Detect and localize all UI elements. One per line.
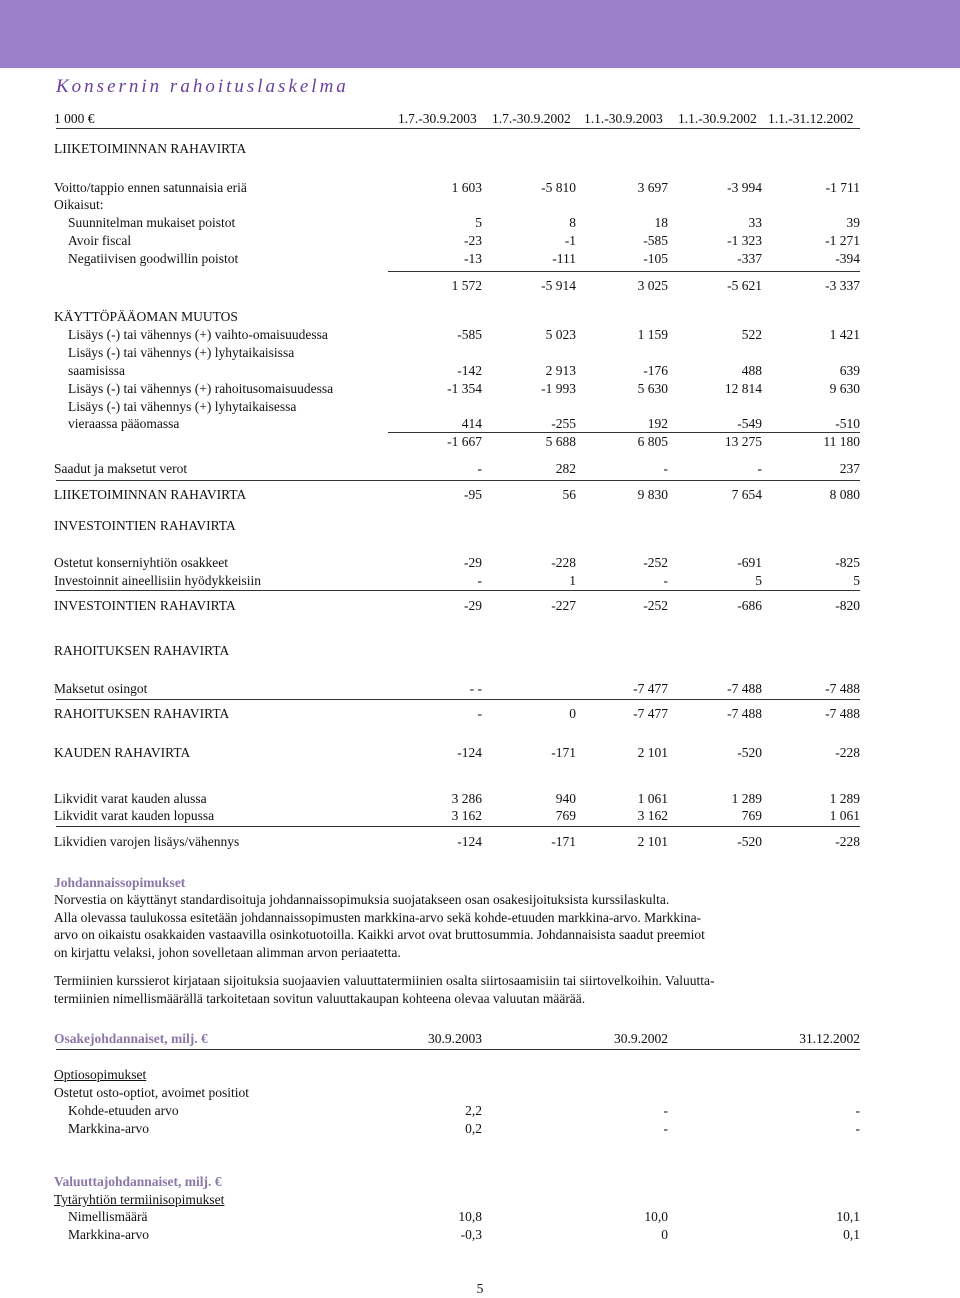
- cashflow-row-value: 5 630: [637, 381, 668, 396]
- equity-row-value: -: [855, 1103, 860, 1118]
- equity-date-header: 30.9.2003: [428, 1031, 482, 1046]
- period-header: 1.7.-30.9.2003: [398, 111, 477, 126]
- total-row-value: -171: [551, 834, 576, 849]
- cashflow-row-label: Avoir fiscal: [68, 233, 132, 248]
- section-rule: [56, 826, 860, 827]
- cashflow-row-label: Saadut ja maksetut verot: [54, 461, 188, 476]
- cashflow-row-label: saamisissa: [68, 363, 125, 378]
- currency-row-value: 10,8: [458, 1209, 482, 1224]
- cashflow-row-label: Likvidit varat kauden alussa: [54, 791, 207, 806]
- total-row-label: LIIKETOIMINNAN RAHAVIRTA: [54, 487, 247, 502]
- cashflow-row-value: 488: [741, 363, 762, 378]
- cashflow-row-value: 3 162: [637, 808, 668, 823]
- cashflow-row-value: 3 162: [451, 808, 482, 823]
- cashflow-row-value: 3 697: [637, 180, 668, 195]
- derivatives-heading: Johdannaissopimukset: [54, 875, 186, 890]
- subtotal-rule: [388, 432, 860, 433]
- total-row-value: -124: [457, 834, 482, 849]
- total-row-value: -7 488: [727, 706, 762, 721]
- cashflow-row-value: -1 354: [447, 381, 482, 396]
- cashflow-row-label: Investoinnit aineellisiin hyödykkeisiin: [54, 573, 261, 588]
- derivatives-paragraph: Alla olevassa taulukossa esitetään johdannaissopimusten markkina-arvo sekä kohde-etuuden markkina-arvo. Markkina-: [54, 909, 702, 925]
- cashflow-row-value: -: [757, 461, 762, 476]
- period-header: 1.1.-30.9.2003: [584, 111, 663, 126]
- cashflow-row-value: 3 025: [637, 278, 668, 293]
- total-row-value: -520: [737, 834, 762, 849]
- cashflow-row-value: 1 061: [637, 791, 668, 806]
- total-row-value: -95: [464, 487, 482, 502]
- equity-row-value: -: [855, 1121, 860, 1136]
- cashflow-row-label: Lisäys (-) tai vähennys (+) lyhytaikaisissa: [68, 345, 295, 360]
- equity-row-label: Kohde-etuuden arvo: [68, 1103, 179, 1118]
- total-row-value: -29: [464, 598, 482, 613]
- total-row-label: INVESTOINTIEN RAHAVIRTA: [54, 598, 236, 613]
- total-row-value: -171: [551, 745, 576, 760]
- equity-derivatives-heading: Osakejohdannaiset, milj. €: [54, 1031, 208, 1046]
- total-row-value: 2 101: [637, 834, 668, 849]
- options-subheading-2: Ostetut osto-optiot, avoimet positiot: [54, 1085, 249, 1100]
- cashflow-row-value: -1 667: [447, 434, 482, 449]
- derivatives-paragraph: Termiinien kurssierot kirjataan sijoituksia suojaavien valuuttatermiinien osalta siirtosaamisiin tai siirtovelkoihin. Valuutta-: [54, 973, 715, 988]
- cashflow-row-value: 639: [839, 363, 860, 378]
- cashflow-row-value: -337: [737, 251, 762, 266]
- cashflow-row-label: Maksetut osingot: [54, 681, 148, 696]
- section-rule: [56, 480, 860, 481]
- cashflow-row-value: -5 810: [541, 180, 576, 195]
- cashflow-row-value: 237: [839, 461, 860, 476]
- cashflow-row-value: 33: [748, 215, 762, 230]
- total-row-value: -520: [737, 745, 762, 760]
- total-row-label: KAUDEN RAHAVIRTA: [54, 745, 191, 760]
- cashflow-row-value: -: [663, 573, 668, 588]
- cashflow-row-value: -176: [643, 363, 668, 378]
- derivatives-paragraph: on kirjattu velaksi, johon sovelletaan alimman arvon periaatetta.: [54, 944, 401, 960]
- cashflow-row-value: -13: [464, 251, 482, 266]
- period-header: 1.1.-31.12.2002: [768, 111, 854, 126]
- currency-row-value: -0,3: [460, 1227, 482, 1242]
- cashflow-row-value: 5: [853, 573, 860, 588]
- cashflow-row-value: 414: [461, 416, 482, 431]
- cashflow-row-label: Voitto/tappio ennen satunnaisia eriä: [54, 180, 247, 195]
- equity-row-value: 0,2: [465, 1121, 482, 1136]
- page-number: 5: [476, 1281, 484, 1296]
- total-row-value: 7 654: [731, 487, 762, 502]
- header-rule: [56, 128, 860, 129]
- cashflow-row-value: -142: [457, 363, 482, 378]
- cashflow-row-value: 18: [654, 215, 668, 230]
- cashflow-row-value: -7 488: [727, 681, 762, 696]
- section-heading: KÄYTTÖPÄÄOMAN MUUTOS: [54, 309, 238, 324]
- cashflow-row-value: -3 337: [825, 278, 860, 293]
- cashflow-row-value: 1 061: [829, 808, 860, 823]
- cashflow-row-value: 940: [555, 791, 576, 806]
- cashflow-row-value: -585: [457, 327, 482, 342]
- section-heading: LIIKETOIMINNAN RAHAVIRTA: [54, 141, 247, 156]
- total-row-value: -252: [643, 598, 668, 613]
- total-row-value: -228: [835, 834, 860, 849]
- derivatives-paragraph: termiinien nimellismäärällä tarkoitetaan sovitun valuuttakaupan kohteena olevaa valuutan määrää.: [54, 990, 586, 1006]
- currency-derivatives-heading: Valuuttajohdannaiset, milj. €: [54, 1174, 222, 1189]
- cashflow-row-value: 5: [475, 215, 482, 230]
- cashflow-row-value: 5 688: [545, 434, 576, 449]
- equity-row-value: 2,2: [465, 1103, 482, 1118]
- cashflow-row-value: 5 023: [545, 327, 576, 342]
- cashflow-row-value: 5: [755, 573, 762, 588]
- cashflow-row-value: -: [663, 461, 668, 476]
- total-row-value: 9 830: [637, 487, 668, 502]
- cashflow-row-value: 3 286: [451, 791, 482, 806]
- cashflow-row-value: -394: [835, 251, 860, 266]
- total-row-value: 56: [562, 487, 576, 502]
- cashflow-row-value: -7 477: [633, 681, 668, 696]
- total-row-label: RAHOITUKSEN RAHAVIRTA: [54, 706, 230, 721]
- cashflow-row-value: 6 805: [637, 434, 668, 449]
- equity-date-header: 31.12.2002: [799, 1031, 860, 1046]
- cashflow-row-label: Likvidit varat kauden lopussa: [54, 808, 215, 823]
- cashflow-row-value: -228: [551, 555, 576, 570]
- cashflow-row-value: -3 994: [727, 180, 762, 195]
- period-header: 1.1.-30.9.2002: [678, 111, 757, 126]
- section-heading: INVESTOINTIEN RAHAVIRTA: [54, 518, 236, 533]
- equity-date-header: 30.9.2002: [614, 1031, 668, 1046]
- options-subheading: Optiosopimukset: [54, 1067, 147, 1082]
- cashflow-row-value: -691: [737, 555, 762, 570]
- section-rule: [56, 590, 860, 591]
- cashflow-row-label: Lisäys (-) tai vähennys (+) lyhytaikaisessa: [68, 399, 297, 414]
- currency-row-label: Nimellismäärä: [68, 1209, 148, 1224]
- section-rule: [56, 699, 860, 700]
- cashflow-row-value: 12 814: [724, 381, 762, 396]
- total-row-value: -124: [457, 745, 482, 760]
- currency-row-value: 10,1: [836, 1209, 860, 1224]
- cashflow-row-label: Lisäys (-) tai vähennys (+) rahoitusomaisuudessa: [68, 381, 334, 396]
- total-row-value: -227: [551, 598, 576, 613]
- cashflow-row-value: 282: [555, 461, 576, 476]
- total-row-value: 8 080: [829, 487, 860, 502]
- cashflow-row-value: -252: [643, 555, 668, 570]
- equity-row-label: Markkina-arvo: [68, 1121, 149, 1136]
- cashflow-row-value: 192: [647, 416, 668, 431]
- total-row-value: -: [477, 706, 482, 721]
- cashflow-row-value: 1 289: [829, 791, 860, 806]
- total-row-value: -7 477: [633, 706, 668, 721]
- cashflow-row-value: -1: [564, 233, 576, 248]
- currency-row-label: Markkina-arvo: [68, 1227, 149, 1242]
- derivatives-paragraph: arvo on oikaistu osakkaiden vastaavilla osinkotuotoilla. Kaikki arvot ovat bruttosummia. Johdannaisista saadut preemiot: [54, 927, 705, 942]
- cashflow-row-value: - -: [469, 681, 482, 696]
- period-header: 1.7.-30.9.2002: [492, 111, 571, 126]
- cashflow-row-value: -5 621: [727, 278, 762, 293]
- cashflow-row-value: 8: [569, 215, 576, 230]
- header-band: [0, 0, 960, 68]
- cashflow-row-value: -549: [737, 416, 762, 431]
- cashflow-row-value: 39: [846, 215, 860, 230]
- total-row-value: -820: [835, 598, 860, 613]
- cashflow-row-label: Lisäys (-) tai vähennys (+) vaihto-omaisuudessa: [68, 327, 328, 342]
- derivatives-paragraph: Norvestia on käyttänyt standardisoituja johdannaissopimuksia suojatakseen osan osakesijoituksista kurssilaskulta.: [54, 892, 670, 907]
- currency-row-value: 0: [661, 1227, 668, 1242]
- cashflow-row-value: -111: [552, 251, 576, 266]
- unit-label: 1 000 €: [54, 111, 95, 126]
- cashflow-row-value: -510: [835, 416, 860, 431]
- cashflow-row-value: -5 914: [541, 278, 576, 293]
- cashflow-row-value: -29: [464, 555, 482, 570]
- cashflow-row-value: -23: [464, 233, 482, 248]
- cashflow-row-value: 1 289: [731, 791, 762, 806]
- cashflow-row-label: vieraassa pääomassa: [68, 416, 180, 431]
- cashflow-row-value: -1 711: [825, 180, 860, 195]
- cashflow-row-value: 1 603: [451, 180, 482, 195]
- total-row-value: 2 101: [637, 745, 668, 760]
- cashflow-row-value: 1 159: [637, 327, 668, 342]
- cashflow-row-label: Negatiivisen goodwillin poistot: [68, 251, 239, 266]
- cashflow-row-label: Ostetut konserniyhtiön osakkeet: [54, 555, 228, 570]
- cashflow-row-value: 11 180: [823, 434, 860, 449]
- cashflow-row-value: 769: [741, 808, 762, 823]
- total-row-value: -686: [737, 598, 762, 613]
- cashflow-row-value: 9 630: [829, 381, 860, 396]
- currency-row-value: 0,1: [843, 1227, 860, 1242]
- cashflow-row-value: -585: [643, 233, 668, 248]
- cashflow-row-value: -1 323: [727, 233, 762, 248]
- section-rule: [56, 1049, 860, 1050]
- total-row-value: 0: [569, 706, 576, 721]
- cashflow-row-value: 1: [569, 573, 576, 588]
- equity-row-value: -: [663, 1121, 668, 1136]
- cashflow-row-value: -: [477, 573, 482, 588]
- cashflow-row-value: -105: [643, 251, 668, 266]
- cashflow-row-value: 769: [555, 808, 576, 823]
- cashflow-row-value: -7 488: [825, 681, 860, 696]
- cashflow-row-value: 13 275: [724, 434, 762, 449]
- cashflow-row-label: Oikaisut:: [54, 197, 104, 212]
- cashflow-row-value: 1 572: [451, 278, 482, 293]
- cashflow-row-value: 2 913: [545, 363, 576, 378]
- page-title: Konsernin rahoituslaskelma: [56, 76, 349, 97]
- cashflow-row-value: -1 271: [825, 233, 860, 248]
- currency-row-value: 10,0: [644, 1209, 668, 1224]
- cashflow-row-value: -: [477, 461, 482, 476]
- forward-contracts-subheading: Tytäryhtiön termiinisopimukset: [54, 1192, 225, 1207]
- total-row-value: -228: [835, 745, 860, 760]
- subtotal-rule: [388, 271, 860, 272]
- cashflow-row-value: -825: [835, 555, 860, 570]
- cashflow-row-value: 522: [741, 327, 762, 342]
- cashflow-row-value: 1 421: [829, 327, 860, 342]
- cashflow-row-value: -255: [551, 416, 576, 431]
- total-row-label: Likvidien varojen lisäys/vähennys: [54, 834, 240, 849]
- cashflow-row-label: Suunnitelman mukaiset poistot: [68, 215, 236, 230]
- equity-row-value: -: [663, 1103, 668, 1118]
- section-heading: RAHOITUKSEN RAHAVIRTA: [54, 643, 230, 658]
- cashflow-row-value: -1 993: [541, 381, 576, 396]
- total-row-value: -7 488: [825, 706, 860, 721]
